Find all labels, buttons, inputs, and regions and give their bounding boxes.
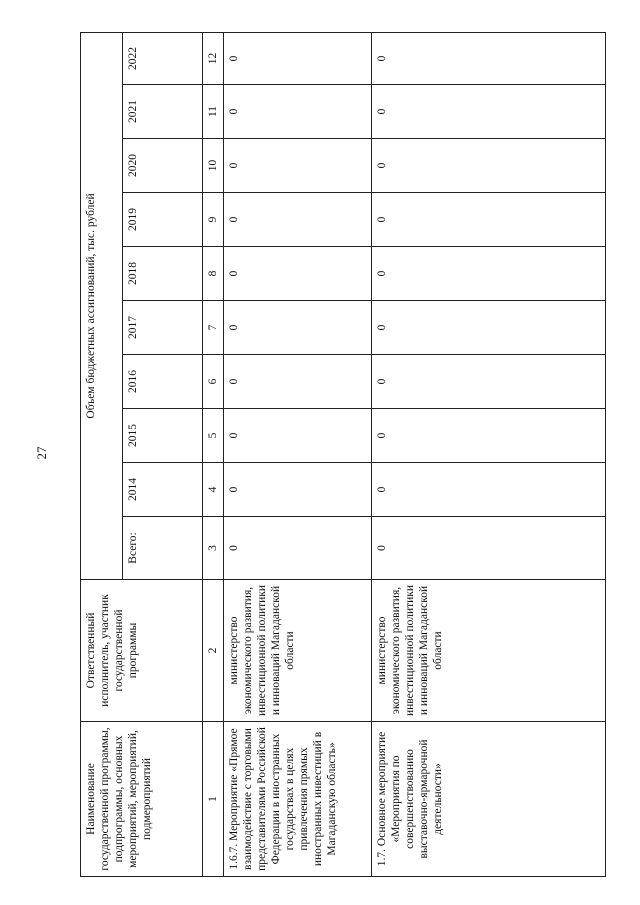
header-year-2017: 2017 xyxy=(123,301,203,355)
row-executor: министерство экономического развития, инвестиционной политики и инноваций Магаданской области xyxy=(372,580,606,722)
row-value: 0 xyxy=(224,247,372,301)
header-executor: Ответственный исполнитель, участник государственной программы xyxy=(81,580,203,722)
row-value: 0 xyxy=(224,355,372,409)
header-budget-caption: Объем бюджетных ассигнований, тыс. рублей xyxy=(81,32,123,579)
row-value: 0 xyxy=(372,409,606,463)
page-number: 27 xyxy=(34,446,49,460)
column-number: 8 xyxy=(203,247,224,301)
row-total: 0 xyxy=(224,517,372,580)
row-value: 0 xyxy=(372,355,606,409)
table-row xyxy=(224,32,372,876)
header-year-2016: 2016 xyxy=(123,355,203,409)
header-year-2019: 2019 xyxy=(123,193,203,247)
row-value: 0 xyxy=(224,32,372,84)
column-number: 2 xyxy=(203,580,224,722)
column-number: 5 xyxy=(203,409,224,463)
column-number: 4 xyxy=(203,463,224,517)
header-year-2021: 2021 xyxy=(123,85,203,139)
column-number: 7 xyxy=(203,301,224,355)
column-number: 1 xyxy=(203,722,224,877)
row-total: 0 xyxy=(372,517,606,580)
column-number: 11 xyxy=(203,85,224,139)
row-value: 0 xyxy=(224,409,372,463)
column-number: 10 xyxy=(203,139,224,193)
rotated-page xyxy=(80,33,606,877)
row-name: 1.6.7. Мероприятие «Прямое взаимодействие с торговыми представителями Российской Федерации в иностранных государствах в целях привлечения прямых иностранных инвестиций в Магаданскую область» xyxy=(224,722,372,877)
row-value: 0 xyxy=(224,301,372,355)
row-executor: министерство экономического развития, инвестиционной политики и инноваций Магаданской области xyxy=(224,580,372,722)
row-value: 0 xyxy=(372,301,606,355)
header-year-2014: 2014 xyxy=(123,463,203,517)
header-year-2015: 2015 xyxy=(123,409,203,463)
row-value: 0 xyxy=(372,32,606,84)
row-value: 0 xyxy=(372,193,606,247)
header-name: Наименование государственной программы, подпрограммы, основных мероприятий, мероприятий, подмероприятий xyxy=(81,722,203,877)
row-value: 0 xyxy=(372,463,606,517)
row-value: 0 xyxy=(224,139,372,193)
row-value: 0 xyxy=(224,193,372,247)
column-number: 6 xyxy=(203,355,224,409)
row-value: 0 xyxy=(372,247,606,301)
header-year-2020: 2020 xyxy=(123,139,203,193)
column-number: 3 xyxy=(203,517,224,580)
row-name: 1.7. Основное мероприятие «Мероприятия по совершенствованию выставочно-ярмарочной деятельности» xyxy=(372,722,606,877)
column-number: 9 xyxy=(203,193,224,247)
header-total: Всего: xyxy=(123,517,203,580)
column-number: 12 xyxy=(203,32,224,84)
row-value: 0 xyxy=(372,139,606,193)
header-year-2022: 2022 xyxy=(123,32,203,84)
row-value: 0 xyxy=(372,85,606,139)
row-value: 0 xyxy=(224,85,372,139)
row-value: 0 xyxy=(224,463,372,517)
budget-table xyxy=(80,32,606,877)
table-row xyxy=(372,32,606,876)
header-year-2018: 2018 xyxy=(123,247,203,301)
